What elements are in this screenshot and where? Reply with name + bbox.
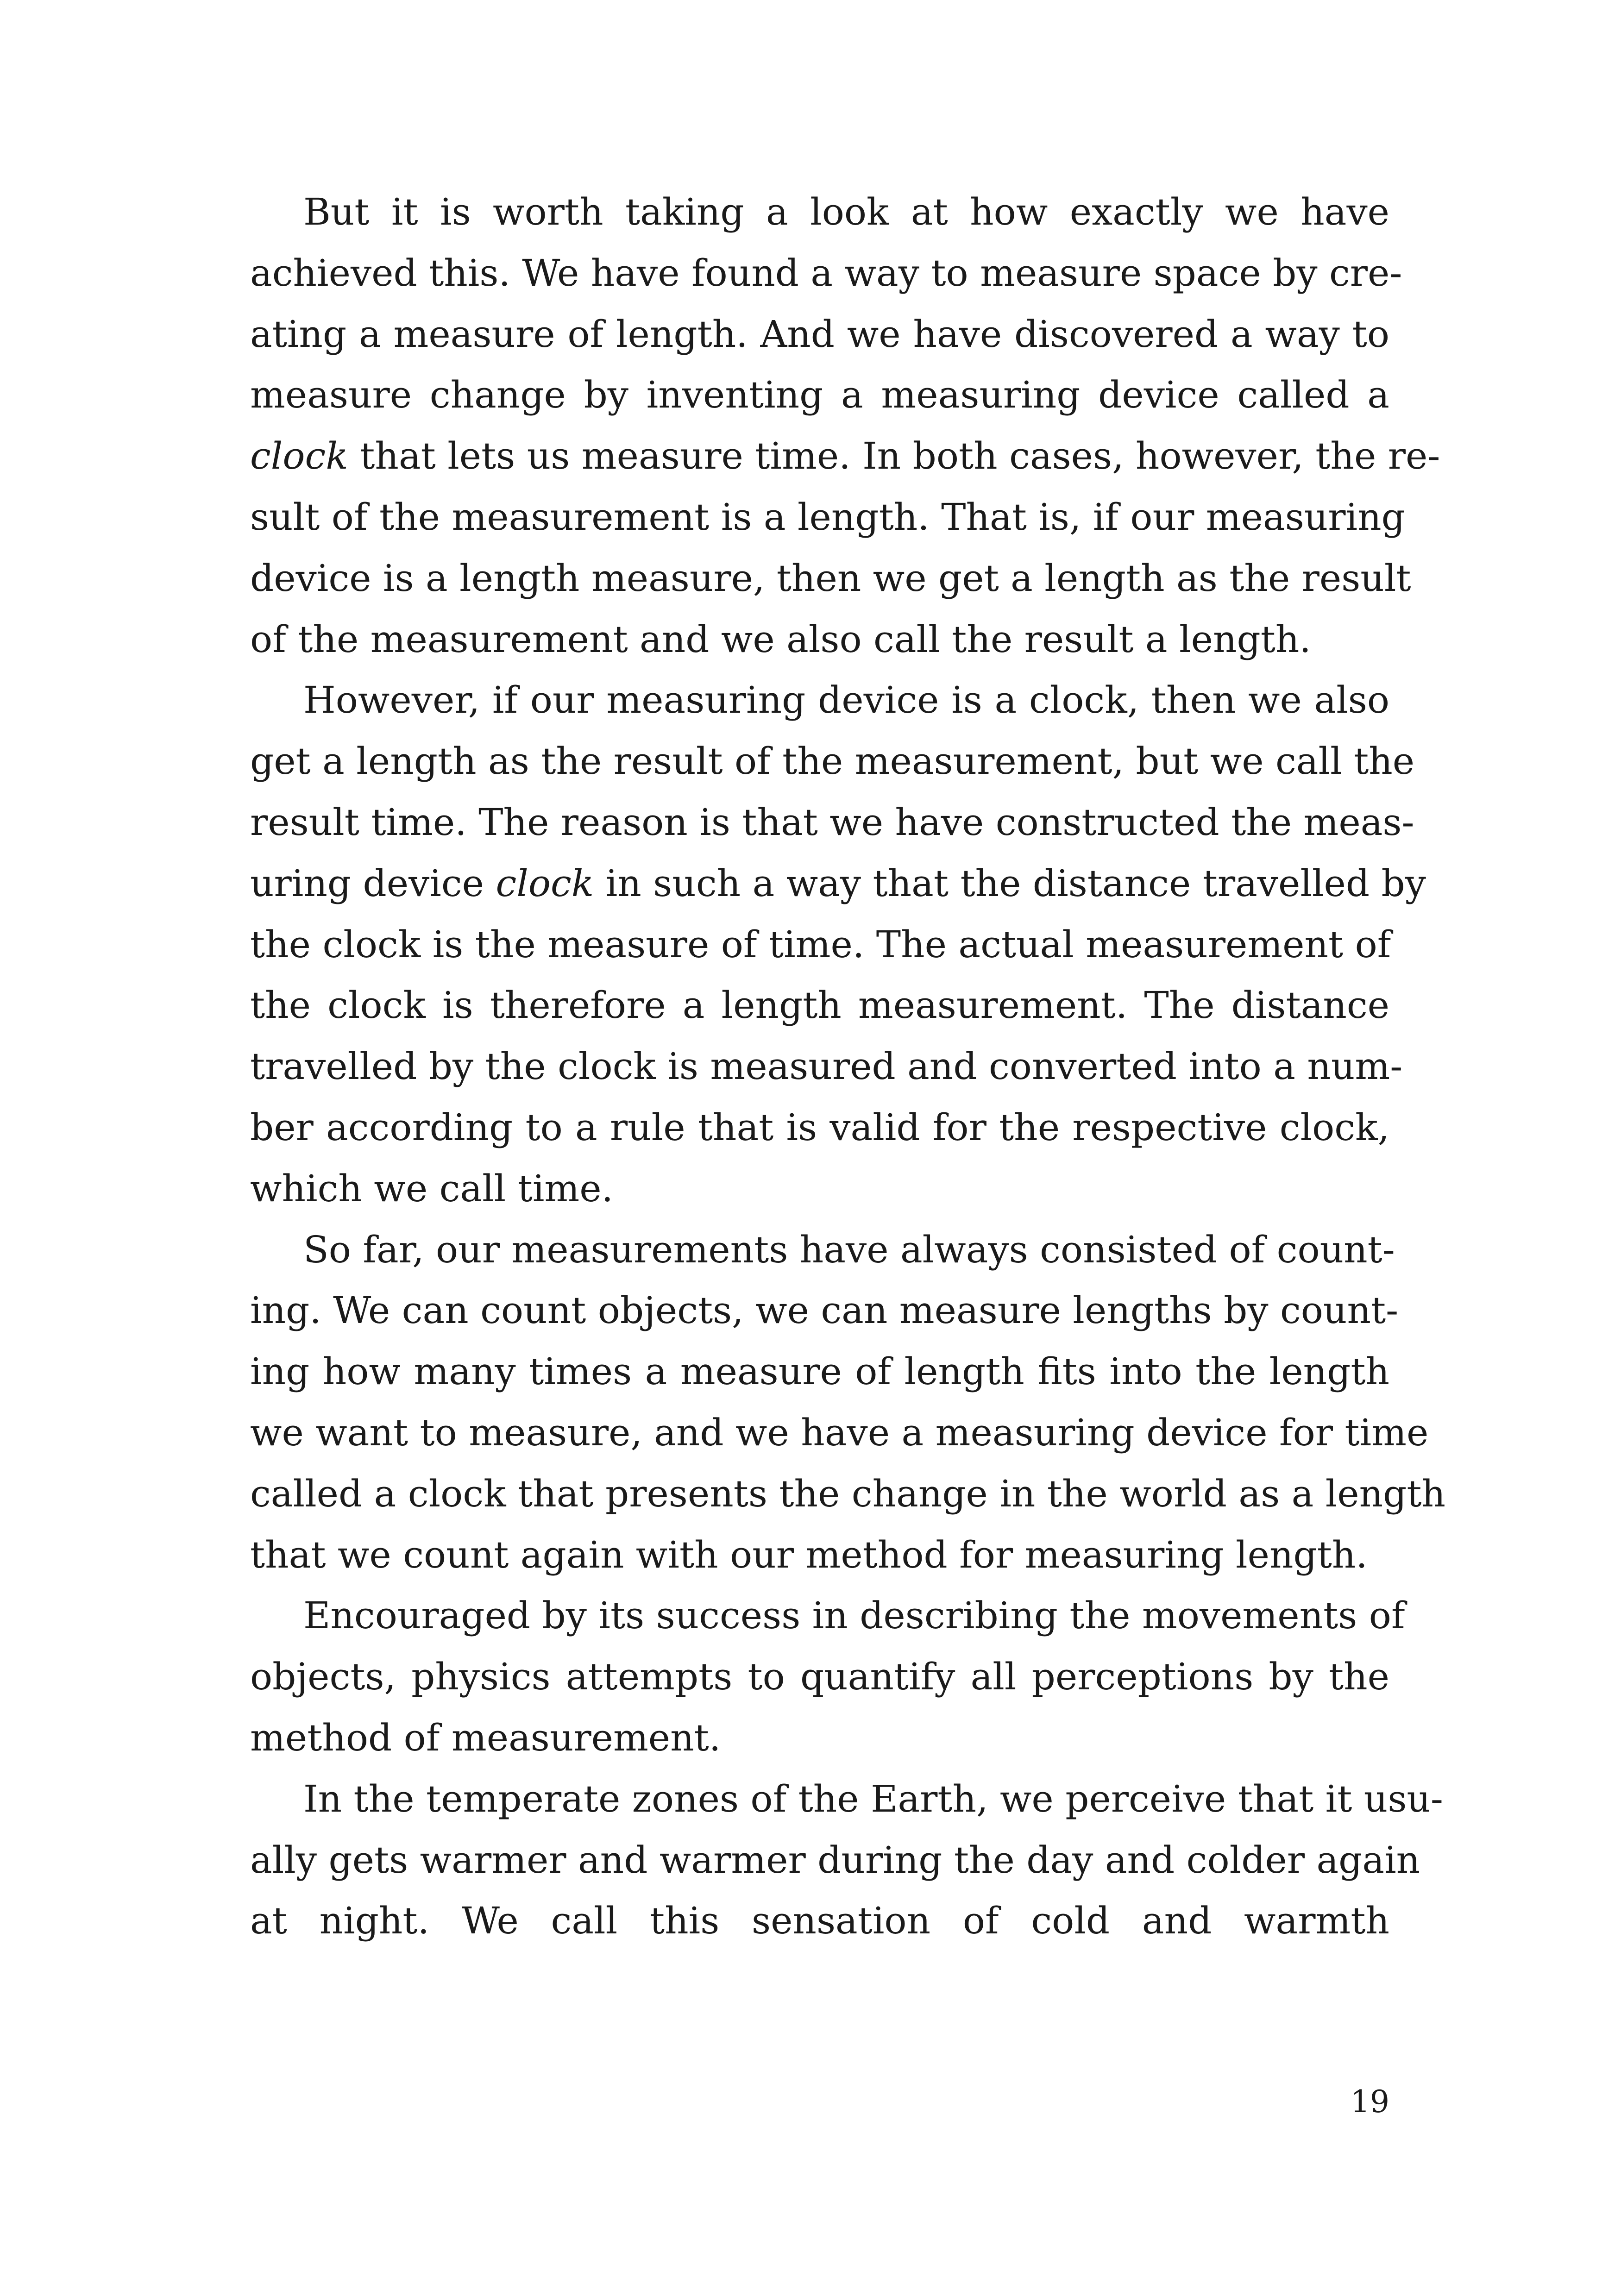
text-line: So far, our measurements have always consisted of count- bbox=[303, 1228, 1395, 1271]
paragraph-3 bbox=[250, 1219, 1446, 1586]
text-line: ing. We can count objects, we can measure lengths by count- bbox=[250, 1289, 1399, 1332]
text-line: which we call time. bbox=[250, 1167, 614, 1210]
paragraph-1 bbox=[250, 182, 1440, 670]
text-line: ber according to a rule that is valid for the respective clock, bbox=[250, 1105, 1389, 1149]
italic-term: clock bbox=[496, 861, 594, 905]
text-line: device is a length measure, then we get a length as the result bbox=[250, 556, 1411, 600]
body-text bbox=[250, 182, 1446, 1951]
text-line: objects, physics attempts to quantify all perceptions by the bbox=[250, 1655, 1389, 1699]
text-line: of the measurement and we also call the result a length. bbox=[250, 617, 1311, 661]
paragraph-4 bbox=[250, 1585, 1405, 1768]
paragraph-5 bbox=[250, 1769, 1443, 1951]
text-line: uring device clock in such a way that the distance travelled by bbox=[250, 861, 1426, 905]
text-line: called a clock that presents the change in the world as a length bbox=[250, 1472, 1446, 1515]
text-line: method of measurement. bbox=[250, 1716, 721, 1759]
text-line: at night. We call this sensation of cold and warmth bbox=[250, 1899, 1389, 1943]
text-line: the clock is therefore a length measurement. The distance bbox=[250, 984, 1389, 1027]
text-line: ally gets warmer and warmer during the day and colder again bbox=[250, 1838, 1420, 1882]
paragraph-2 bbox=[250, 670, 1426, 1219]
italic-term: clock bbox=[250, 434, 348, 478]
text-line: clock that lets us measure time. In both cases, however, the re- bbox=[250, 434, 1440, 478]
text-line: sult of the measurement is a length. That is, if our measuring bbox=[250, 495, 1405, 539]
text-line: But it is worth taking a look at how exactly we have bbox=[303, 190, 1389, 233]
text-line: However, if our measuring device is a clock, then we also bbox=[303, 678, 1389, 722]
text-line: measure change by inventing a measuring device called a bbox=[250, 373, 1389, 417]
text-line: Encouraged by its success in describing the movements of bbox=[303, 1594, 1405, 1637]
text-line: travelled by the clock is measured and converted into a num- bbox=[250, 1045, 1403, 1088]
text-line: In the temperate zones of the Earth, we perceive that it usu- bbox=[303, 1777, 1443, 1820]
text-line: the clock is the measure of time. The actual measurement of bbox=[250, 922, 1391, 966]
text-line: achieved this. We have found a way to measure space by cre- bbox=[250, 251, 1402, 295]
page-number: 19 bbox=[1351, 2084, 1389, 2120]
text-line: ating a measure of length. And we have discovered a way to bbox=[250, 312, 1389, 356]
text-line: ing how many times a measure of length fits into the length bbox=[250, 1350, 1389, 1393]
text-line: get a length as the result of the measurement, but we call the bbox=[250, 740, 1415, 783]
text-line: result time. The reason is that we have constructed the meas- bbox=[250, 800, 1414, 844]
text-line: that we count again with our method for measuring length. bbox=[250, 1533, 1368, 1576]
text-line: we want to measure, and we have a measuring device for time bbox=[250, 1411, 1429, 1454]
